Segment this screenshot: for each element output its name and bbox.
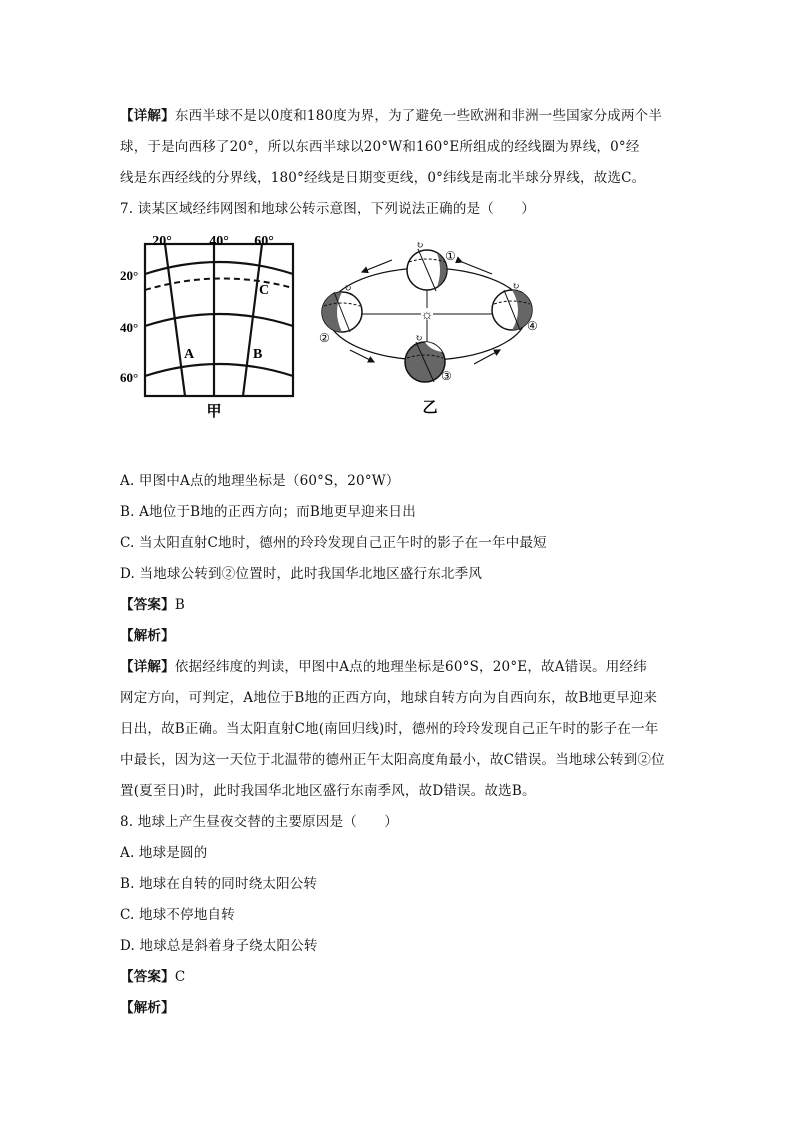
arrow-top-left bbox=[362, 260, 392, 272]
earth-position-4 bbox=[492, 281, 532, 330]
rotation-mark-1: ↻ bbox=[416, 240, 424, 250]
position-label-1: ① bbox=[445, 249, 456, 263]
prev-detail-line-2: 球，于是向西移了20°，所以东西半球以20°W和160°E所组成的经线圈为界线，0°经 bbox=[120, 139, 640, 155]
q7-detail-line-1 bbox=[120, 655, 647, 675]
prev-detail-line-3: 线是东西经线的分界线，180°经线是日期变更线，0°纬线是南北半球分界线，故选C。 bbox=[120, 170, 646, 186]
earth-position-3 bbox=[405, 333, 445, 382]
figure-yi-revolution bbox=[312, 232, 542, 422]
q7-detail-line-2: 网定方向，可判定，A地位于B地的正西方向，地球自转方向为自西向东，故B地更早迎来 bbox=[120, 690, 658, 706]
question-8-stem: 8. 地球上产生昼夜交替的主要原因是（ ） bbox=[120, 814, 399, 830]
lat-label-60: 60° bbox=[120, 370, 139, 385]
q7-analysis-tag: 【解析】 bbox=[120, 628, 175, 644]
q8-option-a: A. 地球是圆的 bbox=[120, 845, 208, 861]
q8-analysis-tag: 【解析】 bbox=[120, 1000, 175, 1016]
detail-tag: 【详解】 bbox=[120, 108, 175, 124]
rotation-mark-2: ↻ bbox=[344, 283, 352, 293]
answer-value: B bbox=[174, 597, 185, 613]
earth-position-1 bbox=[407, 240, 447, 291]
q8-option-b: B. 地球在自转的同时绕太阳公转 bbox=[120, 876, 318, 892]
detail-text: 依据经纬度的判读，甲图中A点的地理坐标是60°S，20°E，故A错误。用经纬 bbox=[174, 659, 647, 675]
arrow-bottom-right bbox=[474, 350, 500, 364]
lat-line-60 bbox=[145, 364, 293, 376]
q7-option-a: A. 甲图中A点的地理坐标是（60°S，20°W） bbox=[120, 473, 400, 489]
q8-option-c: C. 地球不停地自转 bbox=[120, 907, 235, 923]
lat-label-40: 40° bbox=[120, 320, 139, 335]
q7-option-b: B. A地位于B地的正西方向；而B地更早迎来日出 bbox=[120, 504, 416, 520]
q8-option-d: D. 地球总是斜着身子绕太阳公转 bbox=[120, 938, 318, 954]
q7-option-c: C. 当太阳直射C地时，德州的玲玲发现自己正午时的影子在一年中最短 bbox=[120, 535, 547, 551]
detail-tag: 【详解】 bbox=[120, 659, 175, 675]
figure-yi-caption: 乙 bbox=[422, 400, 438, 416]
lon-label-60: 60° bbox=[254, 234, 274, 249]
lon-label-20: 20° bbox=[152, 234, 172, 249]
lat-label-20: 20° bbox=[120, 268, 139, 283]
figure-jia-caption: 甲 bbox=[206, 404, 222, 420]
lon-label-40: 40° bbox=[209, 234, 229, 249]
position-label-2: ② bbox=[319, 331, 330, 345]
answer-tag: 【答案】 bbox=[120, 597, 175, 613]
prev-detail-line-1 bbox=[120, 104, 662, 124]
sun-icon: ☼ bbox=[420, 308, 434, 323]
tropic-dashed-line bbox=[145, 278, 293, 290]
q7-answer bbox=[120, 593, 185, 613]
rotation-mark-4: ↻ bbox=[512, 281, 520, 291]
q7-detail-line-3: 日出，故B正确。当太阳直射C地(南回归线)时，德州的玲玲发现自己正午时的影子在一年 bbox=[120, 721, 659, 737]
answer-value: C bbox=[174, 969, 186, 985]
q7-detail-line-5: 置(夏至日)时，此时我国华北地区盛行东南季风，故D错误。故选B。 bbox=[120, 783, 536, 799]
point-a-label: A bbox=[184, 347, 195, 362]
q8-answer bbox=[120, 965, 185, 985]
lat-line-40 bbox=[145, 314, 293, 326]
position-label-3: ③ bbox=[441, 369, 452, 383]
position-label-4: ④ bbox=[527, 319, 538, 333]
point-b-label: B bbox=[253, 347, 263, 362]
rotation-mark-3: ↻ bbox=[415, 333, 423, 343]
q7-detail-line-4: 中最长，因为这一天位于北温带的德州正午太阳高度角最小，故C错误。当地球公转到②位 bbox=[120, 752, 665, 768]
meridian-60 bbox=[243, 244, 262, 396]
q7-option-d: D. 当地球公转到②位置时，此时我国华北地区盛行东北季风 bbox=[120, 566, 483, 582]
detail-text: 东西半球不是以0度和180度为界，为了避免一些欧洲和非洲一些国家分成两个半 bbox=[174, 108, 663, 124]
point-c-label: C bbox=[259, 283, 270, 298]
figure-jia-graticule bbox=[118, 232, 303, 422]
question-7-stem: 7. 读某区域经纬网图和地球公转示意图，下列说法正确的是（ ） bbox=[120, 201, 536, 217]
answer-tag: 【答案】 bbox=[120, 969, 175, 985]
arrow-top-right bbox=[462, 262, 492, 274]
